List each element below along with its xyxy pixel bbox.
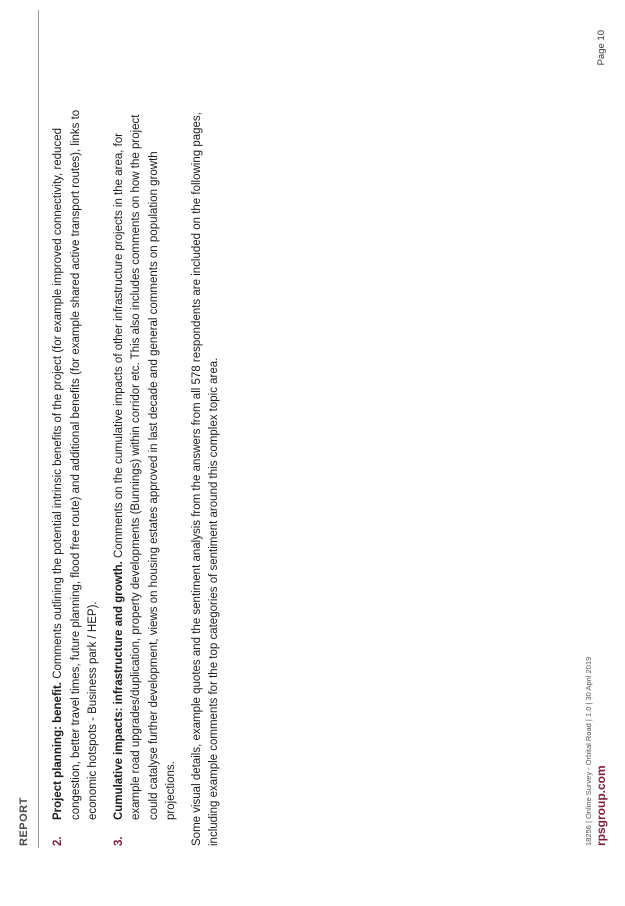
list-number: 3. xyxy=(112,836,125,846)
list-number: 2. xyxy=(52,836,64,846)
list-item xyxy=(50,101,103,846)
report-body xyxy=(50,101,224,846)
list-item xyxy=(111,101,181,846)
header-divider xyxy=(38,10,39,848)
list-body: Comments on the cumulative impacts of other infrastructure projects in the area, for example road upgrades/duplication, property developments (Bunnings) within corridor etc. This also includes comments on how the project could catalyse further development, views on housing estates approved in last decade and general comments on population growth projections. xyxy=(112,114,177,820)
summary-paragraph: Some visual details, example quotes and the sentiment analysis from the answers from all 578 respondents are included on the following pages, including example comments for the top categories of sentiment around this complex topic area. xyxy=(190,112,220,846)
list-text xyxy=(111,101,181,820)
list-title: Cumulative impacts: infrastructure and growth. xyxy=(112,561,125,820)
brand-link[interactable]: rpsgroup.com xyxy=(594,765,608,846)
list-body: Comments outlining the potential intrinsic benefits of the project (for example improved connectivity, reduced congestion, better travel times, future planning, flood free route) and additional benefits (for example shared active transport routes), links to economic hotspots - Business park / HEP). xyxy=(52,109,99,820)
document-reference: 18256 | Online Survey - Orbital Road | 1.0 | 30 April 2019 xyxy=(584,656,593,846)
list-title: Project planning: benefit. xyxy=(52,681,64,820)
list-text xyxy=(50,101,103,820)
report-header: REPORT xyxy=(18,797,30,846)
page-number: Page 10 xyxy=(596,30,607,66)
